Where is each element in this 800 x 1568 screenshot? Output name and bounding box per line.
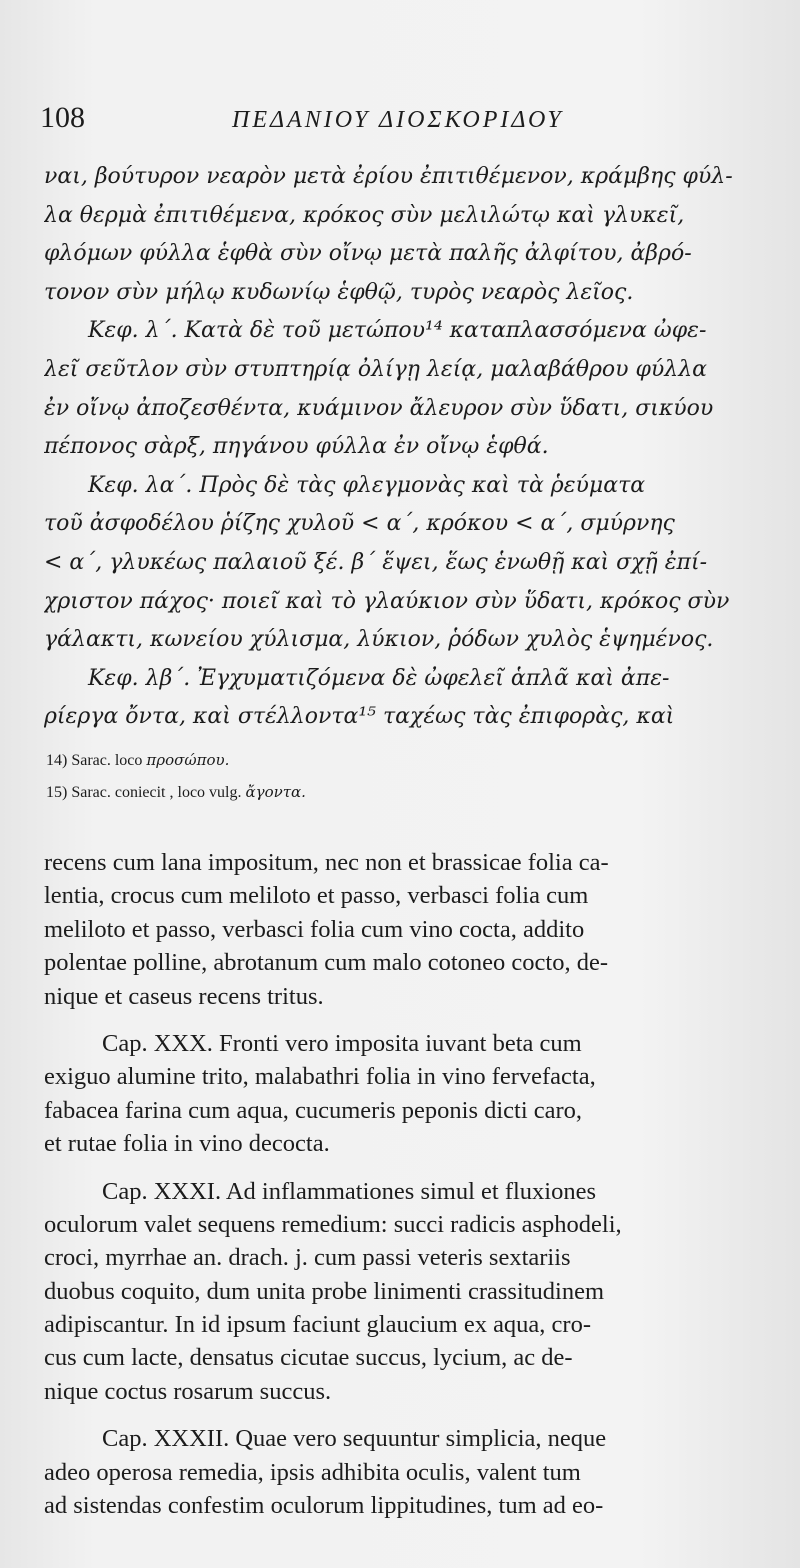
greek-line: χριστον πάχος· ποιεῖ καὶ τὸ γλαύκιον σὺν ὕδατι, κρόκος σὺν — [44, 588, 730, 614]
paragraph-gap — [44, 1013, 774, 1027]
greek-line: ναι, βούτυρον νεαρὸν μετὰ ἐρίου ἐπιτιθέμενον, κράμβης φύλ- — [44, 164, 733, 189]
paragraph-gap — [44, 1408, 774, 1422]
greek-line: φλόμων φύλλα ἑφθὰ σὺν οἴνῳ μετὰ παλῆς ἀλφίτου, ἀβρό- — [44, 241, 692, 267]
greek-line: < α΄, γλυκέως παλαιοῦ ξέ. β΄ ἕψει, ἕως ἑνωθῇ καὶ σχῇ ἐπί- — [44, 549, 708, 575]
latin-chapter-heading-line: Cap. XXXI. Ad inflammationes simul et fluxiones — [102, 1177, 597, 1205]
greek-line: λα θερμὰ ἐπιτιθέμενα, κρόκος σὺν μελιλώτῳ καὶ γλυκεῖ, — [44, 202, 685, 228]
latin-line: oculorum valet sequens remedium: succi radicis asphodeli, — [44, 1210, 622, 1238]
latin-line: adipiscantur. In id ipsum faciunt glaucium ex aqua, cro- — [44, 1311, 592, 1339]
greek-line: ἐν οἴνῳ ἀποζεσθέντα, κυάμινον ἄλευρον σὺν ὕδατι, σικύου — [44, 395, 714, 421]
footnote — [46, 744, 746, 776]
latin-line: ad sistendas confestim oculorum lippitudines, tum ad eo- — [44, 1492, 604, 1520]
footnote-mark: 15) — [46, 784, 68, 801]
paragraph-gap — [44, 1161, 774, 1175]
footnote-text: Sarac. coniecit , loco vulg. — [71, 784, 242, 801]
greek-line: τονον σὺν μήλῳ κυδωνίῳ ἑφθῷ, τυρὸς νεαρὸς λεῖος. — [44, 279, 634, 305]
latin-chapter-heading-line: Cap. XXX. Fronti vero imposita iuvant beta cum — [102, 1029, 582, 1057]
greek-chapter-heading-line: Κεφ. λ΄. Κατὰ δὲ τοῦ μετώπου¹⁴ καταπλασσόμενα ὠφε- — [88, 318, 707, 344]
latin-line: meliloto et passo, verbasci folia cum vino cocta, addito — [44, 915, 585, 943]
greek-chapter-heading-line: Κεφ. λβ΄. Ἐγχυματιζόμενα δὲ ὠφελεῖ ἁπλᾶ καὶ ἀπε- — [88, 665, 670, 691]
greek-line: τοῦ ἀσφοδέλου ῥίζης χυλοῦ < α΄, κρόκου < α΄, σμύρνης — [44, 511, 675, 537]
page-number: 108 — [40, 101, 85, 134]
footnote-text: Sarac. loco — [71, 752, 143, 769]
greek-line: γάλακτι, κωνείου χύλισμα, λύκιον, ῥόδων χυλὸς ἑψημένος. — [44, 627, 714, 653]
footnote-greek: ἄγοντα. — [245, 783, 306, 801]
latin-chapter-heading-line: Cap. XXXII. Quae vero sequuntur simplicia, neque — [102, 1425, 607, 1453]
greek-chapter-heading-line: Κεφ. λα΄. Πρὸς δὲ τὰς φλεγμονὰς καὶ τὰ ῥεύματα — [88, 472, 646, 498]
latin-line: nique et caseus recens tritus. — [44, 982, 324, 1010]
latin-line: recens cum lana impositum, nec non et brassicae folia ca- — [44, 849, 609, 876]
greek-line: ρίεργα ὄντα, καὶ στέλλοντα¹⁵ ταχέως τὰς ἐπιφορὰς, καὶ — [44, 704, 675, 730]
latin-line: lentia, crocus cum meliloto et passo, verbasci folia cum — [44, 882, 589, 910]
page-header — [40, 100, 780, 140]
footnote — [46, 776, 746, 808]
greek-line: πέπονος σὰρξ, πηγάνου φύλλα ἐν οἴνῳ ἑφθά. — [44, 434, 549, 460]
latin-line: exiguo alumine trito, malabathri folia in vino fervefacta, — [44, 1063, 596, 1091]
running-title: ΠΕΔΑΝΙΟΥ ΔΙΟΣΚΟΡΙΔΟΥ — [232, 107, 564, 133]
footnote-greek: προσώπου. — [146, 751, 230, 769]
greek-line: λεῖ σεῦτλον σὺν στυπτηρίᾳ ὀλίγῃ λείᾳ, μαλαβάθρου φύλλα — [44, 356, 708, 382]
latin-line: croci, myrrhae an. drach. j. cum passi veteris sextariis — [44, 1244, 571, 1272]
footnote-mark: 14) — [46, 752, 68, 769]
latin-line: nique coctus rosarum succus. — [44, 1377, 332, 1405]
latin-line: adeo operosa remedia, ipsis adhibita oculis, valent tum — [44, 1458, 581, 1486]
latin-line: polentae polline, abrotanum cum malo cotoneo cocto, de- — [44, 949, 608, 977]
latin-line: duobus coquito, dum unita probe linimenti crassitudinem — [44, 1277, 605, 1305]
latin-line: et rutae folia in vino decocta. — [44, 1130, 330, 1158]
latin-line: fabacea farina cum aqua, cucumeris peponis dicti caro, — [44, 1096, 583, 1124]
latin-line: cus cum lacte, densatus cicutae succus, lycium, ac de- — [44, 1344, 573, 1372]
latin-text-block — [44, 846, 774, 1522]
footnotes — [46, 744, 746, 808]
greek-text-block — [44, 158, 774, 737]
